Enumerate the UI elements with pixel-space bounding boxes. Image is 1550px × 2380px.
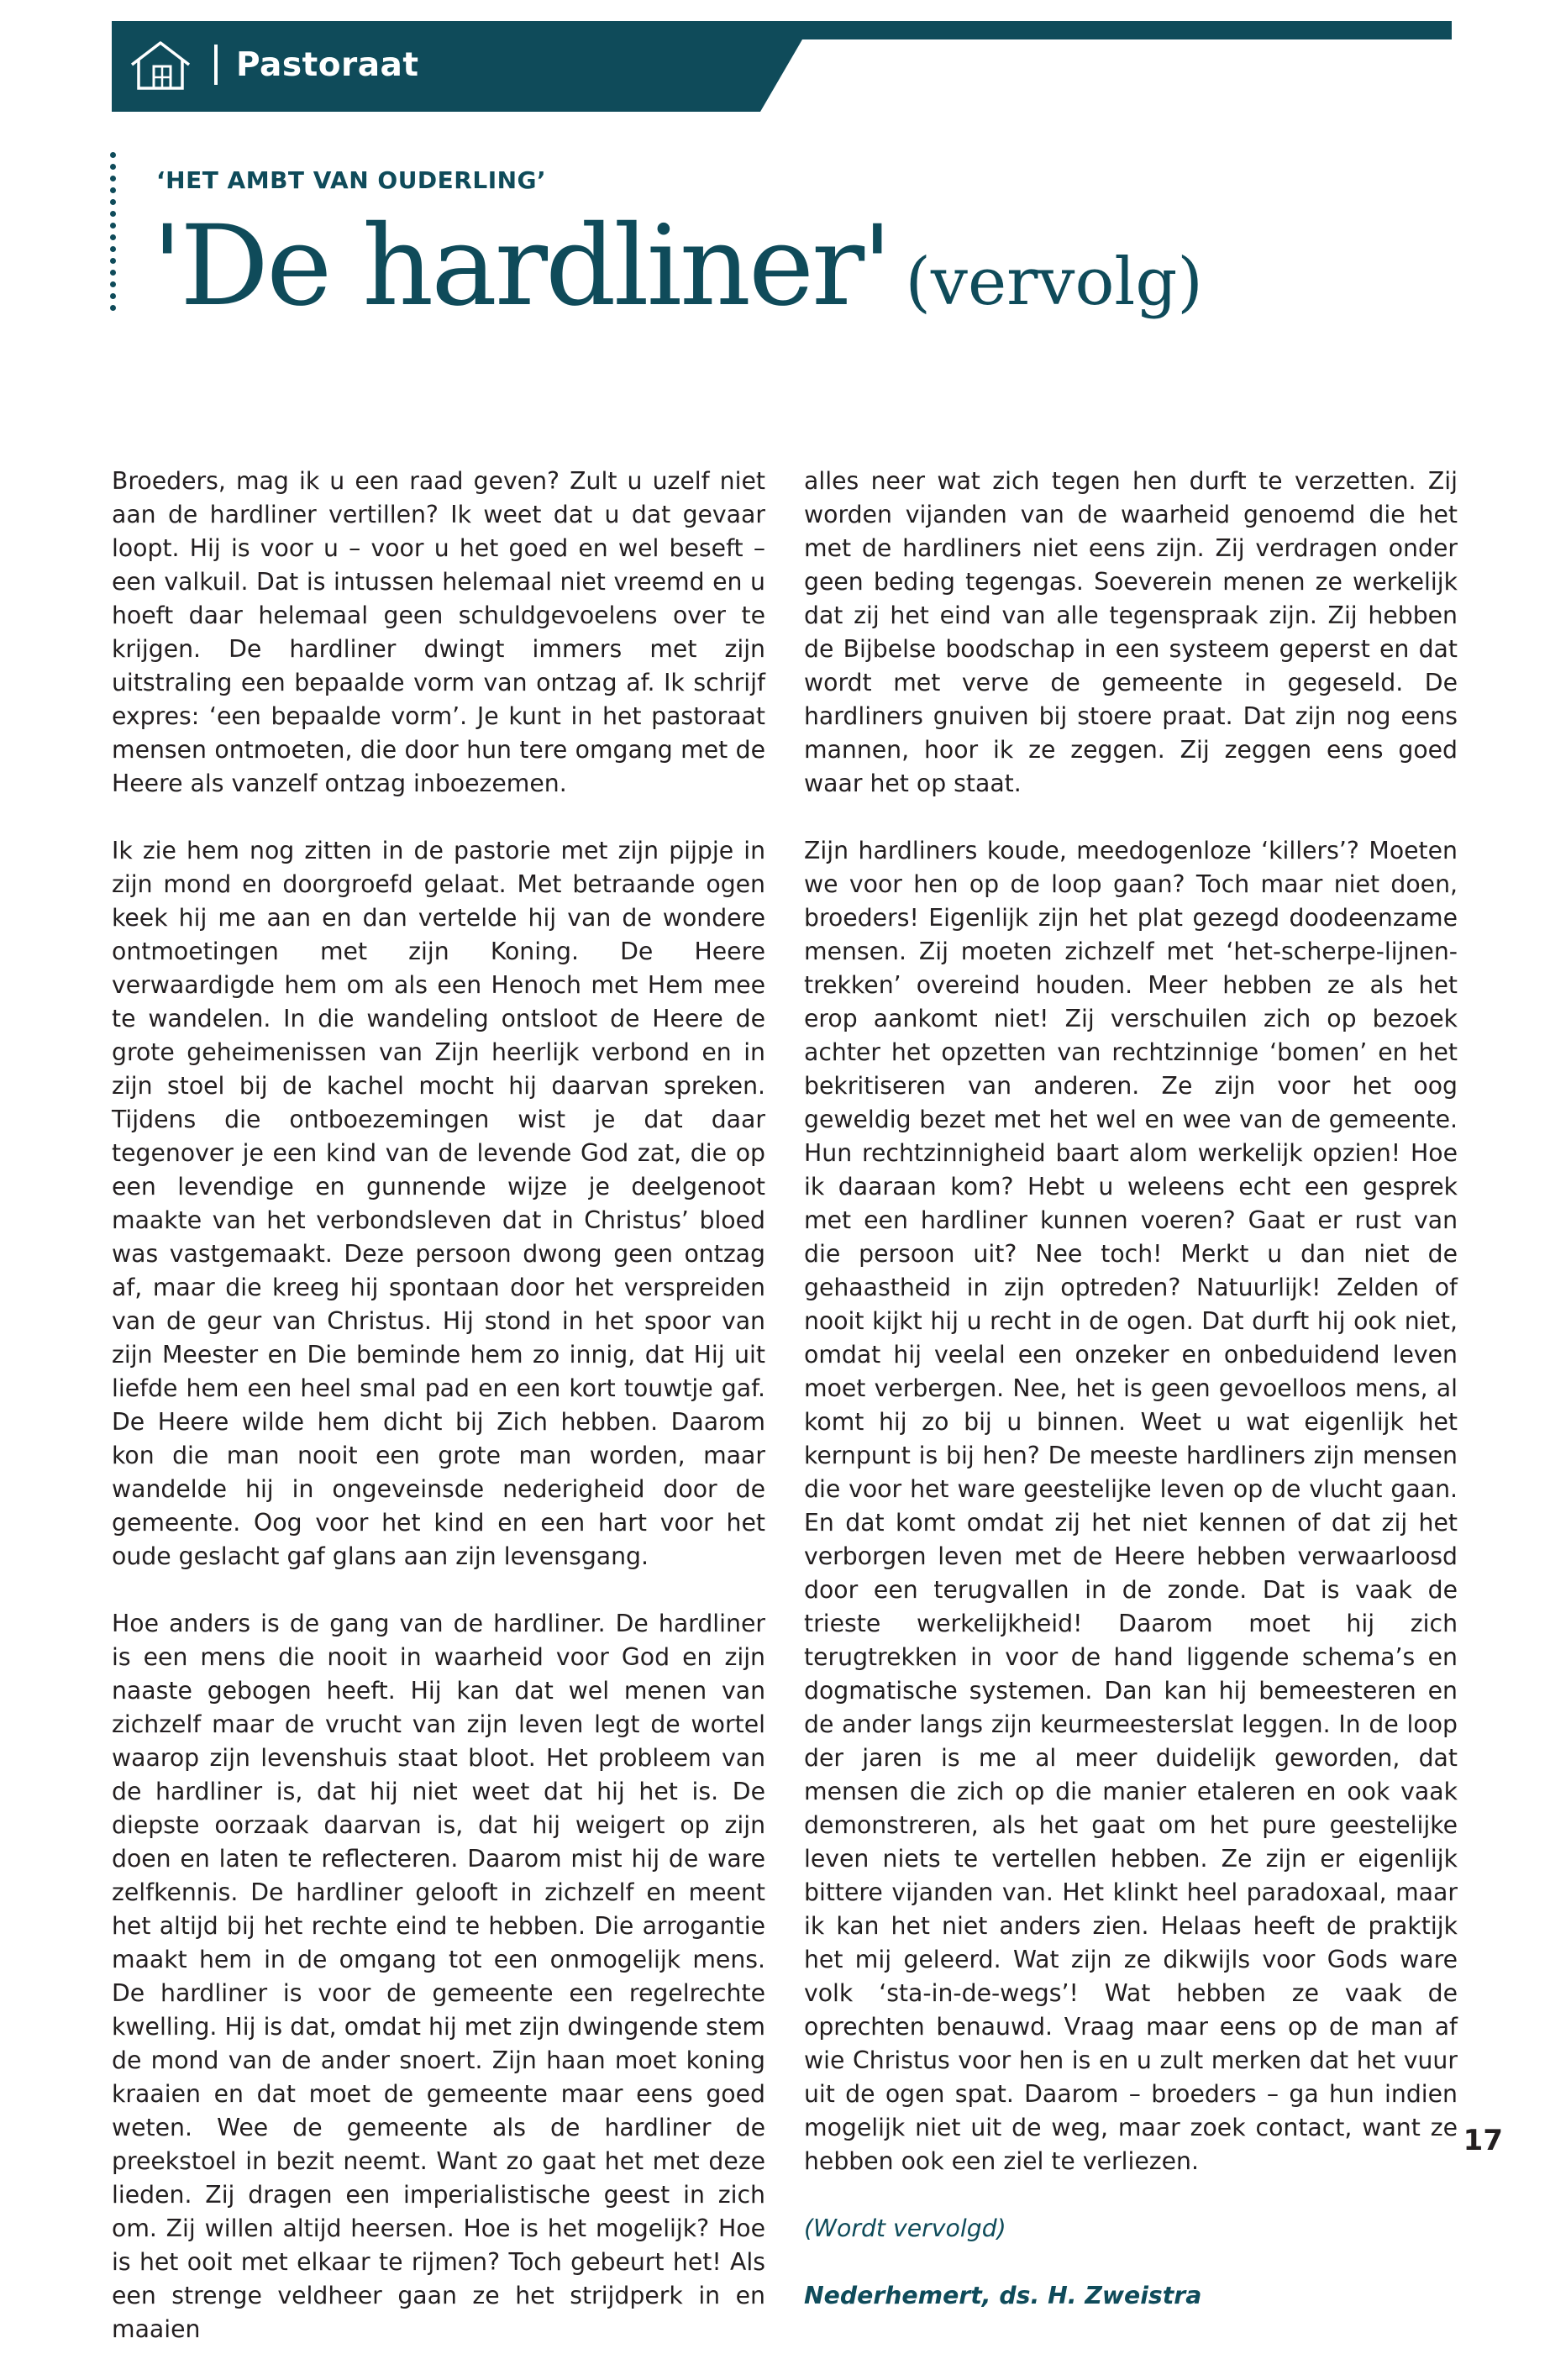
decorative-dots [110,152,118,320]
home-icon [129,39,192,91]
paragraph: alles neer wat zich tegen hen durft te verzetten. Zij worden vijanden van de waarheid genoemd die het met de hardliners niet eens zijn. Zij verdragen onder geen beding tegengas. Soeverein menen ze werkelijk dat zij het eind van alle tegenspraak zijn. Zij hebben de Bijbelse boodschap in een systeem geperst en dat wordt met verve de gemeente in gegeseld. De hardliners gnuiven bij stoere praat. Dat zijn nog eens mannen, hoor ik ze zeggen. Zij zeggen eens goed waar het op staat. [804,467,1458,797]
paragraph: Hoe anders is de gang van de hardliner. De hardliner is een mens die nooit in waarheid voor God en zijn naaste gebogen heeft. Hij kan dat wel menen van zichzelf maar de vrucht van zijn leven legt de wortel waarop zijn levenshuis staat bloot. Het probleem van de hardliner is, dat hij niet weet dat hij het is. De diepste oorzaak daarvan is, dat hij weigert op zijn doen en laten te reflecteren. Daarom mist hij de ware zelfkennis. De hardliner gelooft in zichzelf en meent het altijd bij het rechte eind te hebben. Die arrogantie maakt hem in de omgang tot een onmogelijk mens. De hardliner is voor de gemeente een regelrechte kwelling. Hij is dat, omdat hij met zijn dwingende stem de mond van de ander snoert. Zijn haan moet koning kraaien en dat moet de gemeente maar eens goed weten. Wee de gemeente als de hardliner de preekstoel in bezit neemt. Want zo gaat het met deze lieden. Zij dragen een imperialistische geest in zich om. Zij willen altijd heersen. Hoe is het mogelijk? Hoe is het ooit met elkaar te rijmen? Toch gebeurt het! Als een strenge veldheer gaan ze het strijdperk in en maaien [112,1610,765,2343]
paragraph: Ik zie hem nog zitten in de pastorie met zijn pijpje in zijn mond en doorgroefd gelaat. Met betraande ogen keek hij me aan en dan vertelde hij van de wondere ontmoetingen met zijn Koning. De Heere verwaardigde hem om als een Henoch met Hem mee te wandelen. In die wandeling ontsloot de Heere de grote geheimenissen van Zijn heerlijk verbond en in zijn stoel bij de kachel mocht hij daarvan spreken. Tijdens die ontboezemingen wist je dat daar tegenover je een kind van de levende God zat, die op een levendige en gunnende wijze je deelgenoot maakte van het verbondsleven dat in Christus’ bloed was vastgemaakt. Deze persoon dwong geen ontzag af, maar die kreeg hij spontaan door het verspreiden van de geur van Christus. Hij stond in het spoor van zijn Meester en Die beminde hem zo innig, dat Hij uit liefde hem een heel smal pad en een kort touwtje gaf. De Heere wilde hem dicht bij Zich hebben. Daarom kon die man nooit een grote man worden, maar wandelde hij in ongeveinsde nederigheid door de gemeente. Oog voor het kind en een hart voor het oude geslacht gaf glans aan zijn levensgang. [112,837,765,1570]
article-title [152,202,1203,331]
article-kicker: ‘HET AMBT VAN OUDERLING’ [156,166,547,194]
signature: Nederhemert, ds. H. Zweistra [804,2282,1202,2309]
article-title-suffix: (vervolg) [905,244,1203,320]
paragraph: Zijn hardliners koude, meedogenloze ‘killers’? Moeten we voor hen op de loop gaan? Toch maar niet doen, broeders! Eigenlijk zijn het plat gezegd doodeenzame mensen. Zij moeten zichzelf met ‘het-scherpe-lijnen-trekken’ overeind houden. Meer hebben ze als het erop aankomt niet! Zij verschuilen zich op bezoek achter het opzetten van rechtzinnige ‘bomen’ en het bekritiseren van anderen. Ze zijn voor het oog geweldig bezet met het wel en wee van de gemeente. Hun rechtzinnigheid baart alom werkelijk opzien! Hoe ik daaraan kom? Hebt u weleens echt een gesprek met een hardliner kunnen voeren? Gaat er rust van die persoon uit? Nee toch! Merkt u dan niet de gehaastheid in zijn optreden? Natuurlijk! Zelden of nooit kijkt hij u recht in de ogen. Dat durft hij ook niet, omdat hij veelal een onzeker en onbeduidend leven moet verbergen. Nee, het is geen gevoelloos mens, al komt hij zo bij u binnen. Weet u wat eigenlijk het kernpunt is bij hen? De meeste hardliners zijn mensen die voor het ware geestelijke leven op de vlucht gaan. En dat komt omdat zij het niet kennen of dat zij het verborgen leven met de Heere hebben verwaarloosd door een terugvallen in de zonde. Dat is vaak de trieste werkelijkheid! Daarom moet hij zich terugtrekken in voor de hand liggende schema’s en dogmatische systemen. Dan kan hij bemeesteren en de ander langs zijn keurmeesterslat leggen. In de loop der jaren is me al meer duidelijk geworden, dat mensen die zich op die manier etaleren en ook vaak demonstreren, als het gaat om het pure geestelijke leven niets te vertellen hebben. Ze zijn er eigenlijk bittere vijanden van. Het klinkt heel paradoxaal, maar ik kan het niet anders zien. Helaas heeft de praktijk het mij geleerd. Wat zijn ze dikwijls voor Gods ware volk ‘sta-in-de-wegs’! Wat hebben ze vaak de oprechten benauwd. Vraag maar eens op de man af wie Christus voor hen is en u zult merken dat het vuur uit de ogen spat. Daarom – broeders – ga hun indien mogelijk niet uit de weg, maar zoek contact, want ze hebben ook een ziel te verliezen. [804,837,1458,2175]
section-label: Pastoraat [236,45,419,84]
section-header [112,21,1452,112]
paragraph: Broeders, mag ik u een raad geven? Zult u uzelf niet aan de hardliner vertillen? Ik weet dat u dat gevaar loopt. Hij is voor u – voor u het goed en wel beseft – een valkuil. Dat is intussen helemaal niet vreemd en u hoeft daar helemaal geen schuldgevoelens over te krijgen. De hardliner dwingt immers met zijn uitstraling een bepaalde vorm van ontzag af. Ik schrijf expres: ‘een bepaalde vorm’. Je kunt in het pastoraat mensen ontmoeten, die door hun tere omgang met de Heere als vanzelf ontzag inboezemen. [112,467,765,797]
page-number: 17 [1463,2124,1503,2157]
right-column [804,465,1458,2346]
continued-note: (Wordt vervolgd) [804,2215,1006,2242]
article-title-main: 'De hardliner' [152,202,891,331]
left-column [112,465,765,2380]
header-separator [214,45,218,85]
